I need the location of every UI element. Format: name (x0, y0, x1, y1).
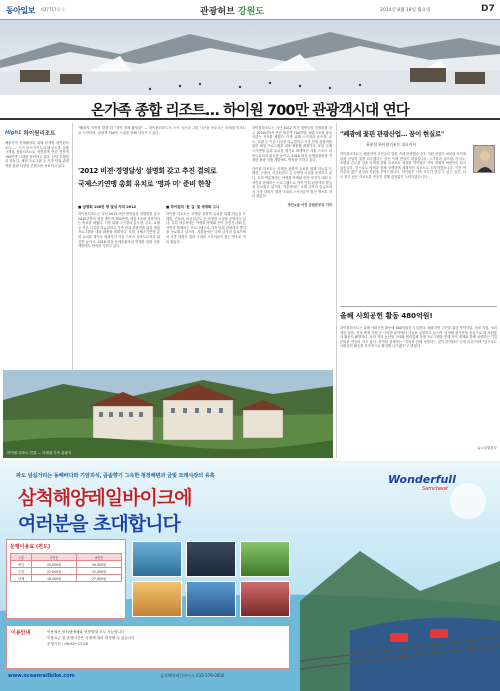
notice-line: 운영시간 : 09:00~17:00 (47, 642, 89, 646)
article2-byline: 글=강원본부 (477, 446, 497, 450)
wonderfull-logo (388, 473, 484, 507)
notice-line: 이용권은 인터넷예매와 현장발권 모두 가능합니다 (47, 630, 125, 634)
railbike-advertisement (0, 461, 500, 691)
column-box (340, 123, 497, 273)
headline-bar (0, 95, 500, 120)
ad-footer: 삼척해양레일바이크 033-576-0656 (160, 673, 225, 678)
page-header (0, 0, 500, 20)
notice-box (6, 625, 290, 669)
ad-photo-4 (132, 581, 182, 617)
fare-cell: 평일 (11, 561, 32, 568)
notice-line: 이용요금 및 운행시간은 사정에 따라 변경될 수 있습니다 (47, 636, 135, 640)
article1-byline: 정선=글·사진 강원본부장 기자 (287, 202, 332, 207)
column-body: 하이원리조트는 폐광지역 주민들의 염원 속에 탄생했습니다. 석탄 산업이 쇠퇴한 자리에 관광 산업의 꽃을 피우겠다는 꿈은 이제 현실이 되었습니다. 스키장과 골프장, 카지노, 호텔과 콘도를 갖춘 사계절 종합 리조트로 성장한 하이원은 지역 경제의 버팀목이 되고 있습니다. 앞으로도 지역과 함께 상생하며 세계적인 리조트로 도약하겠습니다. 국민 여러분의 많은 관심과 성원을 부탁드립니다. 하이원은 가족 모두가 즐길 수 있는 공간, 다시 찾고 싶은 리조트를 만들기 위해 끊임없이 노력하겠습니다. (340, 152, 466, 179)
fare-header-cell: 2인승 (32, 554, 77, 561)
issue-number: 제27717호 ⓒ (40, 7, 66, 12)
article1-title (78, 166, 246, 202)
fare-row (11, 561, 122, 568)
article1-body-a: 하이원리조트는 지난 2012 비전·경영달성 설명회를 갖고 2020년까지 연간 방문객 700만명, 매출 1조원 달성이라는 목표를 세웠다. 이를 위해 스키장과 골프장, 콘도, 호텔 등 기존 시설을 리뉴얼하고 가족 단위 관광객을 위한 체험 프로그램을 대폭 확충할 계획이다. 또한 국제스키연맹 총회 유치를 계기로 세계적인 겨울 스포츠 리조트로서의 위상을 높이고, 2018 평창 동계올림픽과 연계한 관광 상품 개발에도 박차를 가하고 있다. (78, 212, 160, 249)
brand-sub: Samcheok (422, 486, 449, 492)
article1-subhead-a: ■ 설명회 100만 명 달성 자리 2012 (78, 205, 137, 209)
article1-body-d: 하이원 리조트는 사계절 관광객 유치를 위해 하늘길 트레킹, 곤돌라, 마운틴콘도 등 다양한 시설을 운영하고 있다. 특히 여름철에는 야생화 축제와 산악 자전거 대회 등 자연과 함께하는 프로그램으로 가족 단위 관광객의 발길을 사로잡고 있으며, 겨울철에는 국제 규격의 슬로프에서 각종 대회가 열려 국내외 스키어들이 찾는 명소로 자리 잡았다. (252, 166, 332, 199)
fare-cell: 20,000원 (32, 561, 77, 568)
fare-cell: 22,000원 (32, 568, 77, 575)
article2-body: 하이원리조트는 올해 사회공헌 활동에 480억원을 투입한다. 폐광지역 주민을 위한 장학사업, 의료 지원, 소외계층 돌봄, 지역 축제 후원 등 다양한 분야에서 나눔을 실천하고 있으며, 임직원 봉사단을 중심으로 한 자원봉사 활동도 활발하다. 또한 지역 농산물 구매와 협력업체 상생 프로그램을 통해 지역 경제와 함께 성장하는 기업 문화를 만들어 가고 있다. 하이원 관계자는 "지역과 함께 성장하는 것이 하이원의 존재 이유"라며 "앞으로도 사회공헌 활동을 지속적으로 확대해 나가겠다"고 밝혔다. (340, 326, 497, 349)
article1-col-c (252, 126, 332, 366)
article1-title-line2: 국제스키연맹 총회 유치로 '명과 미' 준비 한창 (78, 180, 211, 188)
column-title: "폐광에 꽃핀 관광산업… 꿈이 현실로" (340, 130, 444, 138)
author-portrait (473, 145, 495, 173)
fare-row (11, 575, 122, 582)
fare-cell: 단체 (11, 575, 32, 582)
ad-tagline: 파도 넘실거리는 동해바다와 기암괴석, 곰솔향기 그윽한 청정해변과 금빛 모래사장의 유혹 (16, 473, 215, 479)
section-title (200, 4, 264, 17)
logo-text: 하이원리조트 (23, 131, 56, 137)
fare-header-cell: 구분 (11, 554, 32, 561)
intro-text: "폐광지 자족형 발전"과 "지역 경제 활성화" — 하이원리조트가 스키 시즌과 그린 시즌을 아우르는 사계절 리조트로 도약하며, 관광객 700만 시대를 향해 나아가고 있다. (78, 126, 246, 135)
ad-photo-collage (132, 541, 290, 619)
fare-header-cell: 4인승 (77, 554, 122, 561)
notice-lines (47, 629, 135, 665)
section-main: 관광허브 (200, 7, 235, 17)
fare-cell: 30,000원 (77, 561, 122, 568)
brand-name: Wonderfull (388, 473, 456, 486)
photo1-caption: 하이원 리조트 전경 — 사계절 가족 관광지 (7, 451, 72, 455)
publish-date: 2014년 8월 18일 월요일 (380, 8, 431, 13)
logo-mark: High1 (5, 130, 22, 136)
ad-title-line2: 여러분을 초대합니다 (18, 513, 180, 535)
fare-header-row (11, 554, 122, 561)
section-region: 강원도 (237, 7, 265, 17)
article1-subhead-b: ■ 하이원의 '한 김' 및 세계화 그니 (166, 205, 220, 209)
fare-table (10, 553, 122, 582)
article2-box (340, 306, 497, 456)
resort-building-photo (3, 370, 333, 458)
fare-title: 운행이용료 (편도) (10, 544, 51, 550)
ad-photo-1 (132, 541, 182, 577)
fare-table-box (6, 539, 126, 619)
ski-resort-panorama-photo (0, 20, 500, 95)
article1-title-line1: '2012 비젼·경영달성' 설명회 갖고 추진 결의로 (78, 167, 217, 175)
fare-cell: 주말 (11, 568, 32, 575)
ad-photo-5 (186, 581, 236, 617)
article1-col-a (78, 205, 160, 367)
fare-cell: 32,000원 (77, 568, 122, 575)
article1-body-b: 하이원 리조트는 사계절 관광객 유치를 위해 하늘길 트레킹, 곤돌라, 마운틴콘도 등 다양한 시설을 운영하고 있다. 특히 여름철에는 야생화 축제와 산악 자전거 대회 등 자연과 함께하는 프로그램으로 가족 단위 관광객의 발길을 사로잡고 있으며, 겨울철에는 국제 규격의 슬로프에서 각종 대회가 열려 국내외 스키어들이 찾는 명소로 자리 잡았다. (166, 212, 246, 244)
column-author: 최흥집 하이원리조트 대표이사 (366, 142, 417, 147)
newspaper-name: 동아일보 (6, 6, 35, 15)
sidebar-box (3, 123, 71, 373)
main-headline: 온가족 종합 리조트… 하이원 700만 관광객시대 연다 (91, 103, 409, 119)
notice-label: 이용안내 (11, 630, 31, 636)
high1-logo (5, 129, 71, 137)
ad-website[interactable]: www.oceanrailbike.com (8, 673, 75, 679)
article1-col-b (166, 205, 246, 367)
ad-photo-3 (240, 541, 290, 577)
right-divider (336, 123, 337, 458)
sidebar-body: 폐광지역 경제활성화 위해 탄생한 하이원리조트 — 스키·골프·카지노·호텔·콘도를 갖춘 사계절 종합리조트로 성장하며 연간 방문객 700만명 시대를 준비하고 있다. 산악 트레킹과 하늘길, 체험 프로그램 등 가족 단위 관광객을 위한 다양한 콘텐츠를 선보이고 있다. (5, 141, 69, 168)
fare-cell: 27,000원 (77, 575, 122, 582)
fare-row (11, 568, 122, 575)
ad-title-line1: 삼척해양레일바이크에 (18, 487, 192, 509)
ad-photo-2 (186, 541, 236, 577)
page-number: D7 (481, 4, 495, 14)
ad-photo-6 (240, 581, 290, 617)
fare-cell: 18,000원 (32, 575, 77, 582)
article1-body-c: 하이원리조트는 지난 2012 비전·경영달성 설명회를 갖고 2020년까지 연간 방문객 700만명, 매출 1조원 달성이라는 목표를 세웠다. 이를 위해 스키장과 골프장, 콘도, 호텔 등 기존 시설을 리뉴얼하고 가족 단위 관광객을 위한 체험 프로그램을 대폭 확충할 계획이다. 또한 국제스키연맹 총회 유치를 계기로 세계적인 겨울 스포츠 리조트로서의 위상을 높이고, 2018 평창 동계올림픽과 연계한 관광 상품 개발에도 박차를 가하고 있다. (252, 126, 332, 163)
article2-title: 올해 사회공헌 활동 480억원! (340, 312, 433, 320)
